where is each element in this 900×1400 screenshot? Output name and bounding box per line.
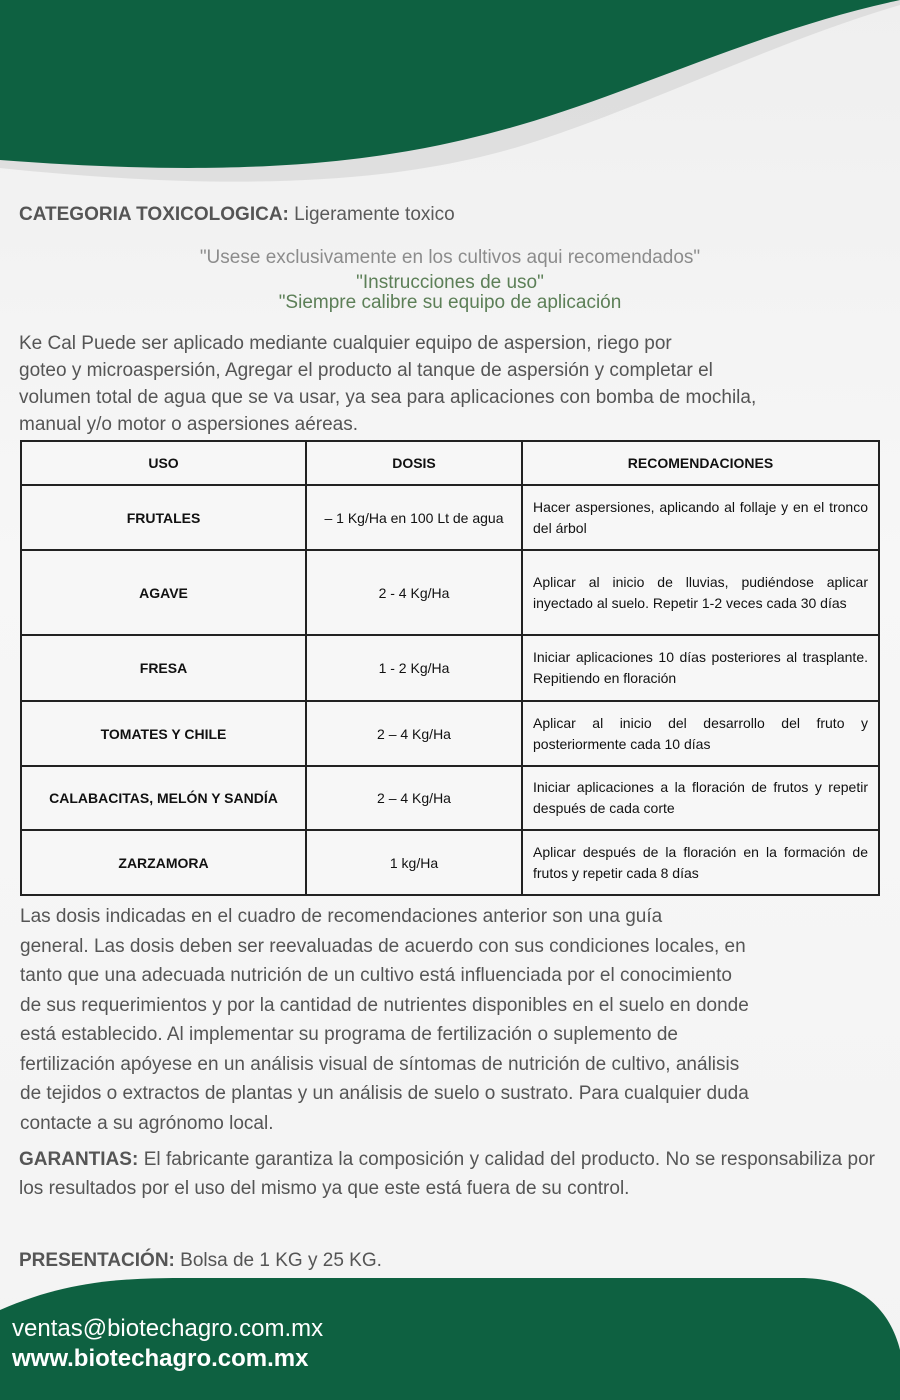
- table-row: [21, 485, 879, 550]
- guarantees-label: GARANTIAS:: [19, 1149, 139, 1170]
- presentation-text: Bolsa de 1 KG y 25 KG.: [180, 1250, 382, 1271]
- toxicity-value: Ligeramente toxico: [294, 204, 455, 225]
- crop-cell: TOMATES Y CHILE: [21, 701, 306, 766]
- application-intro: [19, 330, 879, 438]
- recommendation-cell: Iniciar aplicaciones 10 días posteriores al trasplante. Repitiendo en floración: [522, 635, 879, 701]
- exclusive-use-quote: "Usese exclusivamente en los cultivos aqui recomendados": [199, 247, 701, 268]
- header-uso: USO: [21, 441, 306, 485]
- recommendation-cell: Aplicar al inicio de lluvias, pudiéndose aplicar inyectado al suelo. Repetir 1-2 veces cada 30 días: [522, 550, 879, 635]
- header-wave: [0, 0, 900, 210]
- website-link[interactable]: www.biotechagro.com.mx: [12, 1345, 309, 1372]
- table-header-row: [21, 441, 879, 485]
- presentation-label: PRESENTACIÓN:: [19, 1250, 175, 1271]
- instructions-quote: "Instrucciones de uso": [356, 272, 544, 293]
- intro-line: Ke Cal Puede ser aplicado mediante cualquier equipo de aspersion, riego por: [19, 333, 672, 354]
- header-dosis: DOSIS: [306, 441, 522, 485]
- toxicity-label: CATEGORIA TOXICOLOGICA:: [19, 204, 289, 225]
- note-line: de sus requerimientos y por la cantidad de nutrientes disponibles en el suelo en donde: [20, 994, 749, 1016]
- guarantees-section: [19, 1145, 875, 1203]
- guarantees-text: El fabricante garantiza la composición y calidad del producto. No se responsabiliza por los resultados por el uso del mismo ya que este está fuera de su control.: [19, 1149, 875, 1199]
- note-line: Las dosis indicadas en el cuadro de recomendaciones anterior son una guía: [20, 906, 663, 927]
- recommendation-cell: Hacer aspersiones, aplicando al follaje y en el tronco del árbol: [522, 485, 879, 550]
- recommendation-cell: Aplicar después de la floración en la formación de frutos y repetir cada 8 días: [522, 830, 879, 895]
- table-row: [21, 635, 879, 701]
- crop-cell: FRUTALES: [21, 485, 306, 550]
- table-row: [21, 701, 879, 766]
- dose-cell: 2 - 4 Kg/Ha: [306, 550, 522, 635]
- note-line: fertilización apóyese en un análisis visual de síntomas de nutrición de cultivo, análisis: [20, 1053, 740, 1075]
- table-row: [21, 550, 879, 635]
- dose-cell: – 1 Kg/Ha en 100 Lt de agua: [306, 485, 522, 550]
- toxicity-category: [19, 204, 455, 226]
- calibrate-quote: "Siempre calibre su equipo de aplicación: [278, 292, 622, 313]
- table-row: [21, 766, 879, 830]
- recommendation-cell: Aplicar al inicio del desarrollo del fruto y posteriormente cada 10 días: [522, 701, 879, 766]
- intro-line: manual y/o motor o aspersiones aéreas.: [19, 414, 359, 435]
- intro-line: goteo y microaspersión, Agregar el producto al tanque de aspersión y completar el: [19, 360, 713, 381]
- header-recomendaciones: RECOMENDACIONES: [522, 441, 879, 485]
- presentation-section: [19, 1250, 382, 1272]
- intro-line: volumen total de agua que se va usar, ya sea para aplicaciones con bomba de mochila,: [19, 387, 757, 408]
- crop-cell: ZARZAMORA: [21, 830, 306, 895]
- note-line: tanto que una adecuada nutrición de un cultivo está influenciada por el conocimiento: [20, 965, 732, 986]
- crop-cell: FRESA: [21, 635, 306, 701]
- crop-cell: AGAVE: [21, 550, 306, 635]
- dosage-table: [20, 440, 880, 896]
- crop-cell: CALABACITAS, MELÓN Y SANDÍA: [21, 766, 306, 830]
- note-line: está establecido. Al implementar su programa de fertilización o suplemento de: [20, 1024, 678, 1045]
- dosage-note: [20, 902, 860, 1138]
- dose-cell: 2 – 4 Kg/Ha: [306, 766, 522, 830]
- note-line: contacte a su agrónomo local.: [20, 1112, 274, 1134]
- dose-cell: 1 - 2 Kg/Ha: [306, 635, 522, 701]
- dose-cell: 2 – 4 Kg/Ha: [306, 701, 522, 766]
- note-line: general. Las dosis deben ser reevaluadas de acuerdo con sus condiciones locales, en: [20, 935, 746, 957]
- note-line: de tejidos o extractos de plantas y un análisis de suelo o sustrato. Para cualquier duda: [20, 1083, 749, 1104]
- dose-cell: 1 kg/Ha: [306, 830, 522, 895]
- recommendation-cell: Iniciar aplicaciones a la floración de frutos y repetir después de cada corte: [522, 766, 879, 830]
- contact-email-link[interactable]: ventas@biotechagro.com.mx: [12, 1315, 324, 1342]
- table-row: [21, 830, 879, 895]
